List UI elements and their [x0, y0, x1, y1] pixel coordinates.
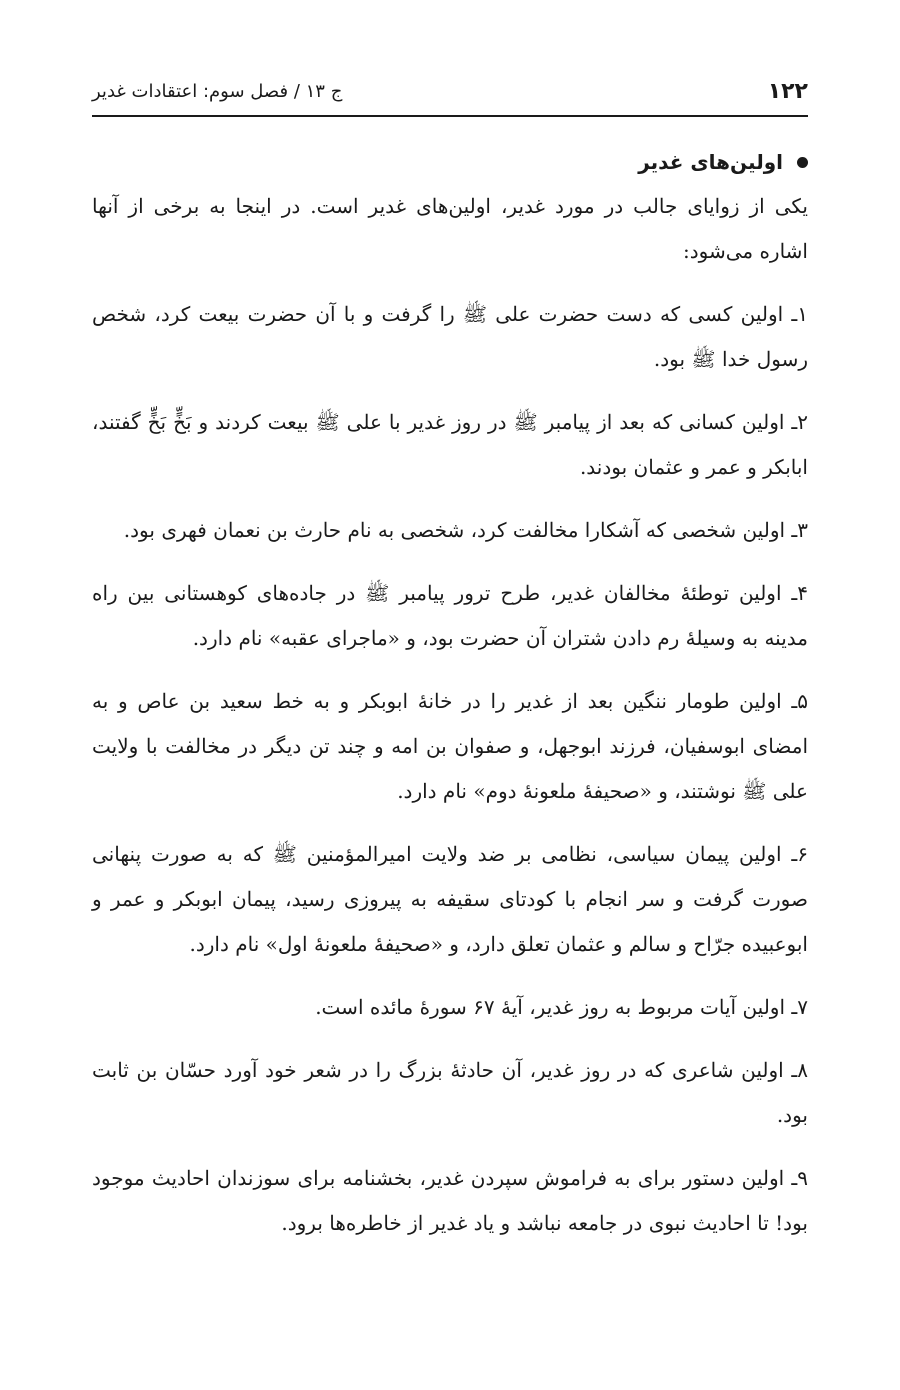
list-item-3: ۳ـ اولین شخصی که آشکارا مخالفت کرد، شخصی به نام حارث بن نعمان فهری بود. — [123, 518, 808, 542]
list-item-2: ۲ـ اولین کسانی که بعد از پیامبر ﷺ در روز غدیر با علی ﷺ بیعت کردند و بَخٍّ بَخٍّ گفتند، ابابکر و عمر و عثمان بودند. — [92, 410, 808, 479]
list-item-9: ۹ـ اولین دستور برای به فراموش سپردن غدیر، بخشنامه برای سوزندان احادیث موجود بود! تا احادیث نبوی در جامعه نباشد و یاد غدیر از خاطره‌ها برود. — [92, 1166, 808, 1235]
list-item-5: ۵ـ اولین طومار ننگین بعد از غدیر را در خانهٔ ابوبکر و به خط سعید بن عاص و به امضای ابوسفیان، فرزند ابوجهل، و صفوان بن امه و چند تن دیگر در مخالفت با ولایت علی ﷺ نوشتند، و «صحیفهٔ ملعونهٔ دوم» نام دارد. — [92, 689, 808, 803]
page-header — [92, 70, 808, 112]
list-item-7: ۷ـ اولین آیات مربوط به روز غدیر، آیهٔ ۶۷ سورهٔ مائده است. — [315, 995, 808, 1019]
list-item-1: ۱ـ اولین کسی که دست حضرت علی ﷺ را گرفت و با آن حضرت بیعت کرد، شخص رسول خدا ﷺ بود. — [92, 302, 808, 371]
book-page — [92, 0, 808, 1390]
intro-paragraph: یکی از زوایای جالب در مورد غدیر، اولین‌های غدیر است. در اینجا به برخی از آنها اشاره می‌شود: — [92, 194, 808, 263]
page-number: ۱۲۲ — [767, 78, 808, 104]
header-divider — [92, 115, 808, 117]
list-item-6: ۶ـ اولین پیمان سیاسی، نظامی بر ضد ولایت امیرالمؤمنین ﷺ که به صورت پنهانی صورت گرفت و سر انجام با کودتای سقیفه به پیروزی رسید، پیمان ابوبکر و عمر و ابوعبیده جرّاح و سالم و عثمان تعلق دارد، و «صحیفهٔ ملعونهٔ اول» نام دارد. — [92, 842, 808, 956]
section-heading — [92, 140, 808, 184]
list-item-4: ۴ـ اولین توطئهٔ مخالفان غدیر، طرح ترور پیامبر ﷺ در جاده‌های کوهستانی بین راه مدینه به وسیلهٔ رم دادن شتران آن حضرت بود، و «ماجرای عقبه» نام دارد. — [92, 581, 808, 650]
running-head: ج ۱۳ / فصل سوم: اعتقادات غدیر — [92, 80, 343, 102]
page-body — [92, 140, 808, 1246]
list-item-8: ۸ـ اولین شاعری که در روز غدیر، آن حادثهٔ بزرگ را در شعر خود آورد حسّان بن ثابت بود. — [92, 1058, 808, 1127]
bullet-icon — [797, 157, 808, 168]
section-heading-text: اولین‌های غدیر — [638, 150, 783, 174]
